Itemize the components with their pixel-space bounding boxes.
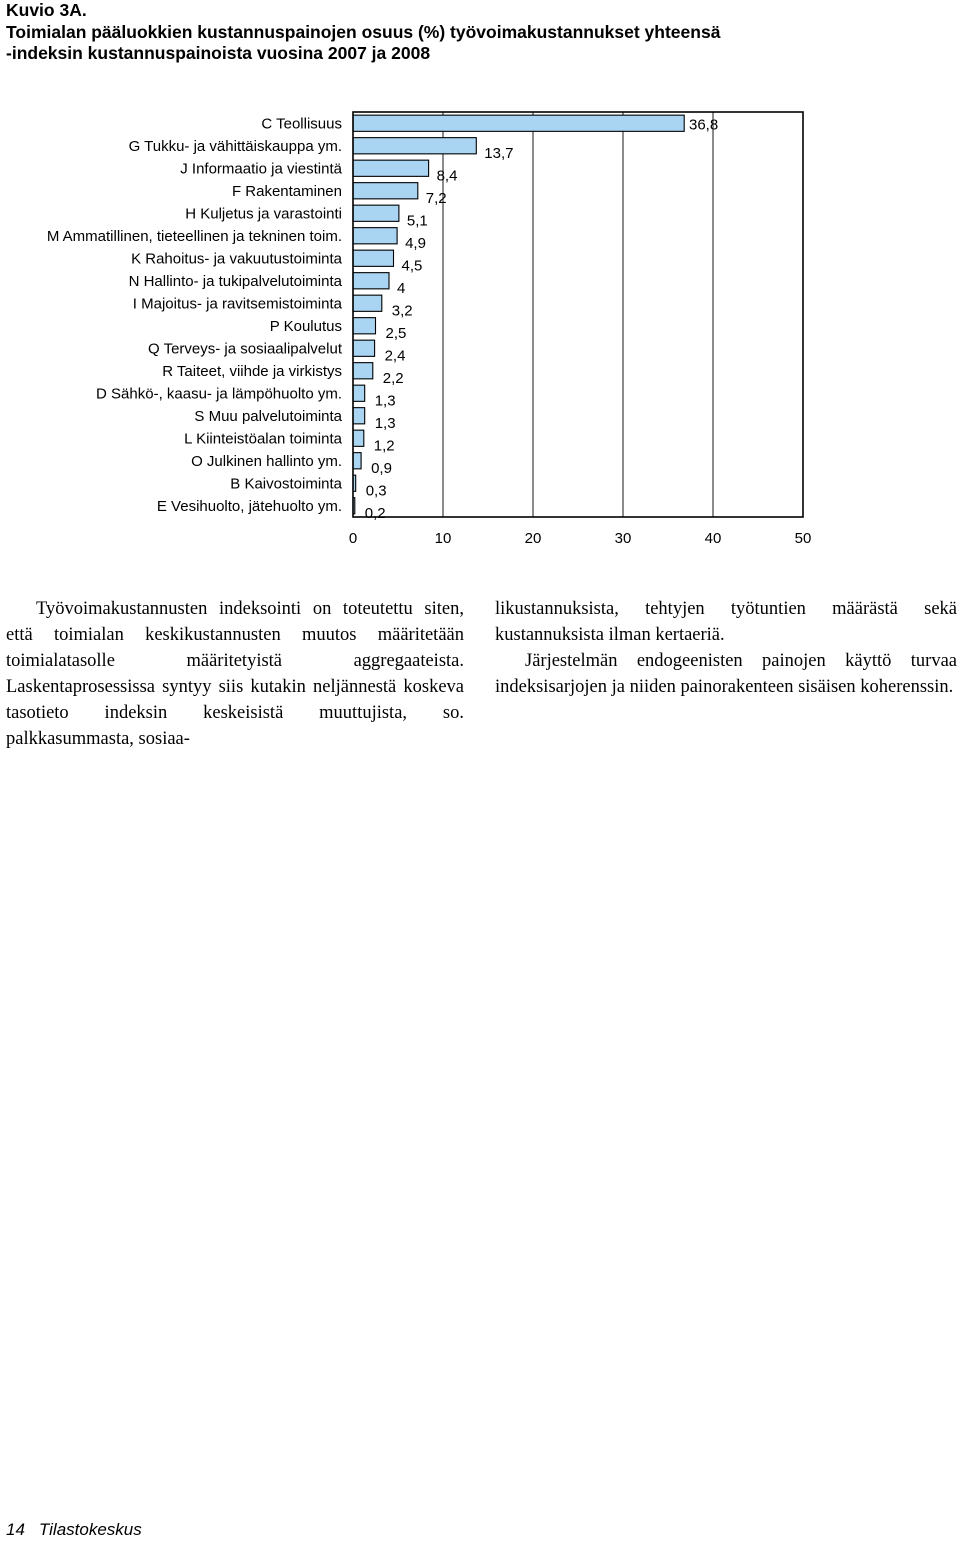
x-axis-ticks <box>349 530 812 547</box>
value-label: 4 <box>397 279 406 297</box>
category-label: P Koulutus <box>269 317 342 335</box>
value-label: 7,2 <box>425 189 447 207</box>
value-label: 13,7 <box>484 144 514 162</box>
value-label: 2,2 <box>382 369 404 387</box>
bar <box>353 250 394 266</box>
bar <box>353 385 365 401</box>
bar <box>353 228 397 244</box>
bar <box>353 408 365 424</box>
bar <box>353 453 361 469</box>
bar <box>353 160 429 176</box>
category-label: S Muu palvelutoiminta <box>194 407 342 425</box>
category-label: J Informaatio ja viestintä <box>180 160 342 178</box>
value-label: 0,9 <box>371 459 392 477</box>
value-label: 2,5 <box>385 324 407 342</box>
value-label: 0,2 <box>364 504 386 522</box>
category-label: N Hallinto- ja tukipalvelutoiminta <box>128 272 342 290</box>
category-label: B Kaivostoiminta <box>230 475 342 493</box>
category-label: R Taiteet, viihde ja virkistys <box>162 362 342 380</box>
value-label: 1,2 <box>373 437 395 455</box>
x-tick-label: 0 <box>348 530 358 547</box>
category-label: C Teollisuus <box>261 115 342 133</box>
figure-title-line-1: Toimialan pääluokkien kustannuspainojen osuus (%) työvoimakustannukset yhteensä <box>6 21 721 42</box>
bar <box>353 318 376 334</box>
bar <box>353 115 684 131</box>
bar-chart <box>0 100 960 560</box>
value-label: 1,3 <box>374 392 396 410</box>
category-label: D Sähkö-, kaasu- ja lämpöhuolto ym. <box>96 385 342 403</box>
page-number: 14 <box>6 1520 25 1539</box>
value-labels <box>365 116 718 522</box>
figure-caption <box>6 0 946 65</box>
bar <box>353 205 399 221</box>
bar <box>353 273 389 289</box>
bar <box>353 430 364 446</box>
x-tick-label: 30 <box>614 530 632 547</box>
grid-lines <box>443 112 713 517</box>
category-label: E Vesihuolto, jätehuolto ym. <box>156 497 342 515</box>
value-label: 5,1 <box>406 212 428 230</box>
x-tick-label: 50 <box>794 530 812 547</box>
paragraph: likustannuksista, tehtyjen työtuntien määrästä sekä kustannuksista ilman kertaeriä. <box>495 599 957 645</box>
publisher-name: Tilastokeskus <box>38 1520 142 1539</box>
x-tick-label: 40 <box>704 530 722 547</box>
bar <box>353 295 382 311</box>
x-tick-label: 20 <box>524 530 542 547</box>
figure-title-line-2: -indeksin kustannuspainoista vuosina 2007 ja 2008 <box>6 43 431 63</box>
category-label: F Rakentaminen <box>231 182 342 200</box>
bar <box>353 183 418 199</box>
value-label: 2,4 <box>384 347 406 365</box>
category-label: H Kuljetus ja varastointi <box>185 205 342 223</box>
figure-label: Kuvio 3A. <box>6 0 87 20</box>
value-label: 3,2 <box>391 302 413 320</box>
paragraph: Järjestelmän endogeenisten painojen käyttö turvaa indeksisarjojen ja niiden painorakenteen sisäisen koherenssin. <box>495 651 957 697</box>
bar <box>353 340 375 356</box>
value-label: 4,5 <box>401 257 423 275</box>
bar <box>353 363 373 379</box>
bar <box>353 138 476 154</box>
value-label: 36,8 <box>688 116 719 134</box>
category-label: L Kiinteistöalan toiminta <box>184 430 342 448</box>
category-labels <box>47 115 343 515</box>
x-tick-label: 10 <box>434 530 452 547</box>
value-label: 0,3 <box>365 482 387 500</box>
category-label: K Rahoitus- ja vakuutustoiminta <box>131 250 342 268</box>
category-label: I Majoitus- ja ravitsemistoiminta <box>132 295 342 313</box>
text-column-left <box>6 596 464 752</box>
value-label: 1,3 <box>374 414 396 432</box>
category-label: Q Terveys- ja sosiaalipalvelut <box>148 340 342 358</box>
page-footer <box>6 1520 156 1540</box>
category-label: O Julkinen hallinto ym. <box>191 452 342 470</box>
category-label: G Tukku- ja vähittäiskauppa ym. <box>128 137 342 155</box>
paragraph: Työvoimakustannusten indeksointi on toteutettu siten, että toimialan keskikustannusten muutos määritetään toimialatasolle määritetyistä aggregaateista. Laskentaprosessissa syntyy siis kutakin neljännestä koskeva tasotieto indeksin keskeisistä muuttujista, so. palkkasummasta, sosiaa- <box>6 599 464 749</box>
category-label: M Ammatillinen, tieteellinen ja tekninen toim. <box>46 227 342 245</box>
text-column-right <box>495 596 957 700</box>
value-label: 8,4 <box>436 167 458 185</box>
value-label: 4,9 <box>405 234 426 252</box>
